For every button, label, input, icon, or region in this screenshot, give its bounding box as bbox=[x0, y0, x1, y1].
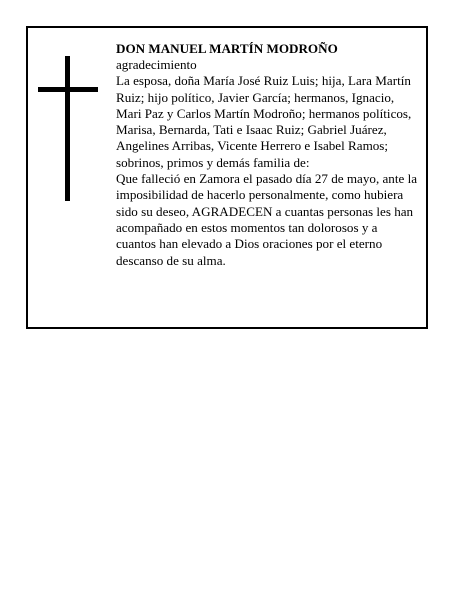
notice-type: agradecimiento bbox=[116, 57, 197, 72]
thank-you-message: Que falleció en Zamora el pasado día 27 de mayo, ante la imposibilidad de hacerlo personalmente, como hubiera sido su deseo, AGRADECEN a cuantas personas les han acompañado en estos momentos tan dolorosos y a cuantos han elevado a Dios oraciones por el eterno descanso de su alma. bbox=[116, 171, 418, 268]
cross-vertical-bar bbox=[65, 56, 70, 201]
notice-body bbox=[116, 40, 420, 269]
deceased-name: DON MANUEL MARTÍN MODROÑO bbox=[116, 41, 338, 56]
family-list: La esposa, doña María José Ruiz Luis; hija, Lara Martín Ruiz; hijo político, Javier García; hermanos, Ignacio, Mari Paz y Carlos Martín Modroño; hermanos políticos, Marisa, Bernarda, Tati e Isaac Ruiz; Gabriel Juárez, Angelines Arribas, Vicente Herrero e Isabel Ramos; sobrinos, primos y demás familia de: bbox=[116, 73, 412, 170]
obituary-notice bbox=[26, 26, 428, 329]
cross-horizontal-bar bbox=[38, 87, 98, 92]
cross-icon bbox=[38, 56, 98, 201]
